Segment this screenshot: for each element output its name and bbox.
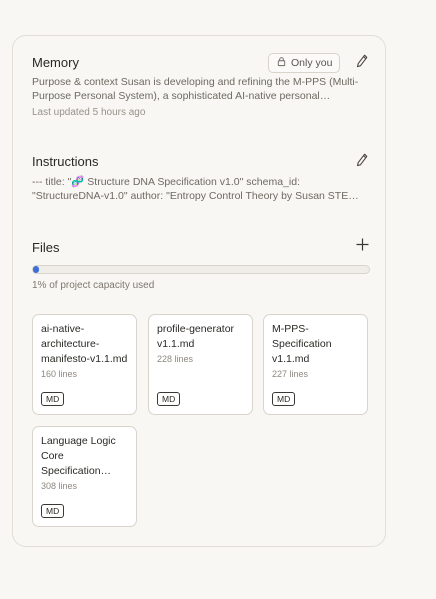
instructions-text-line-1: --- title: "🧬 Structure DNA Specification v1.0" schema_id: — [32, 176, 300, 188]
capacity-progress-bar — [32, 265, 370, 274]
project-knowledge-panel — [12, 35, 386, 547]
pencil-icon — [356, 153, 369, 172]
lock-icon — [276, 56, 287, 70]
file-title: ai-native-architecture-manifesto-v1.1.md — [41, 323, 128, 365]
file-title: profile-generator v1.1.md — [157, 323, 235, 350]
file-title: Language Logic Core Specification… — [41, 435, 116, 477]
memory-text-line-1: Purpose & context Susan is developing and refining the M-PPS (Multi- — [32, 76, 359, 88]
file-card[interactable] — [32, 314, 137, 415]
capacity-progress-fill — [33, 266, 39, 273]
visibility-label: Only you — [291, 57, 333, 69]
file-card[interactable] — [263, 314, 368, 415]
file-card[interactable] — [32, 426, 137, 527]
file-lines: 228 lines — [157, 354, 194, 364]
file-type-badge: MD — [157, 392, 180, 406]
edit-instructions-button[interactable] — [353, 153, 371, 171]
capacity-text: 1% of project capacity used — [32, 280, 155, 291]
file-type-badge: MD — [272, 392, 295, 406]
visibility-badge — [268, 53, 340, 73]
add-file-button[interactable] — [353, 238, 371, 256]
file-lines: 227 lines — [272, 369, 309, 379]
memory-title: Memory — [32, 55, 79, 70]
pencil-icon — [356, 54, 369, 73]
file-card[interactable] — [148, 314, 253, 415]
instructions-title: Instructions — [32, 154, 99, 169]
file-title: M-PPS-Specification v1.1.md — [272, 323, 332, 365]
file-lines: 160 lines — [41, 369, 78, 379]
edit-memory-button[interactable] — [353, 54, 371, 72]
memory-updated: Last updated 5 hours ago — [32, 107, 146, 118]
instructions-text-line-2: "StructureDNA-v1.0" author: "Entropy Control Theory by Susan STE… — [32, 190, 359, 202]
files-title: Files — [32, 240, 60, 255]
file-lines: 308 lines — [41, 481, 78, 491]
memory-text-line-2: Purpose Personal System), a sophisticated AI-native personal… — [32, 90, 331, 102]
file-type-badge: MD — [41, 504, 64, 518]
file-type-badge: MD — [41, 392, 64, 406]
plus-icon — [356, 238, 369, 256]
